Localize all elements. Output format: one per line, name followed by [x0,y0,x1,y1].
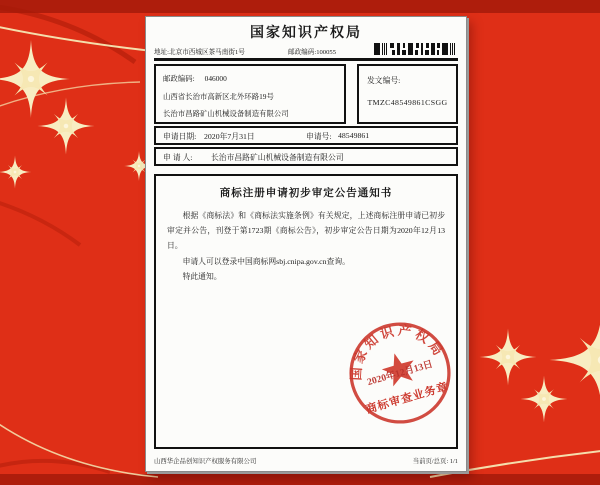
sparkle-icon [0,156,31,189]
sparkle-icon [550,308,600,413]
seal-ring-text: 国家知识产权局 [348,322,448,381]
dispatch-number-box [357,64,458,124]
application-date-label: 申请日期: [163,132,197,141]
notice-paragraph-2: 申请人可以登录中国商标网sbj.cnipa.gov.cn查询。 [182,256,350,266]
applicant-label: 申 请 人: [163,153,193,162]
recipient-company: 长治市昌路矿山机械设备制造有限公司 [163,109,289,118]
notice-text [167,208,445,284]
dispatch-number-value: TMZC48549861CSGG [367,98,448,107]
official-notice-page [145,16,467,472]
sparkle-icon [521,376,568,423]
issuer-address: 地址:北京市西城区茶马南街1号 [154,49,245,56]
application-number-value: 48549861 [338,131,370,140]
application-date-value: 2020年7月31日 [204,132,255,141]
application-number-label: 申请号: [306,132,332,141]
applicant-row [154,147,458,166]
sparkle-icon [480,329,537,386]
application-date-row [154,126,458,145]
notice-paragraph-3: 特此通知。 [182,271,222,281]
dark-swoosh-left [0,200,80,245]
issuer-postal-code: 邮政编码:100055 [288,49,336,56]
dispatch-number-label: 发文编号: [367,76,401,85]
notice-body-box [154,174,458,449]
page-footer [154,456,458,466]
recipient-postal-value: 046000 [204,74,227,83]
official-seal [334,307,465,438]
seal-date: 2020年12月13日 [366,358,435,389]
sparkle-icon [0,40,70,118]
seal-label: 商标审查业务章 [364,380,451,417]
page-title: 国家知识产权局 [250,26,362,41]
recipient-box [154,64,346,124]
header-divider [154,58,458,61]
header-address-row [154,43,458,56]
recipient-address: 山西省长治市高新区北外环路19号 [163,92,274,101]
cream-arc-bottom-left [0,418,158,477]
sparkle-icon [38,98,95,155]
applicant-name: 长治市昌路矿山机械设备制造有限公司 [211,153,344,162]
recipient-postal-line [163,73,227,84]
recipient-postal-label: 邮政编码: [163,74,195,83]
agent-company-name: 山西华企品创知识产权服务有限公司 [154,458,257,465]
barcode-icon [374,43,458,55]
notice-title: 商标注册申请初步审定公告通知书 [219,188,393,199]
dark-swoosh-top-left [0,6,135,62]
pagination: 当前页/总页: 1/1 [412,458,458,465]
notice-paragraph-1: 根据《商标法》和《商标法实施条例》有关规定，上述商标注册申请已初步审定并公告，刊登于第1723期《商标公告》，初步审定公告日期为2020年12月13日。 [167,211,445,251]
